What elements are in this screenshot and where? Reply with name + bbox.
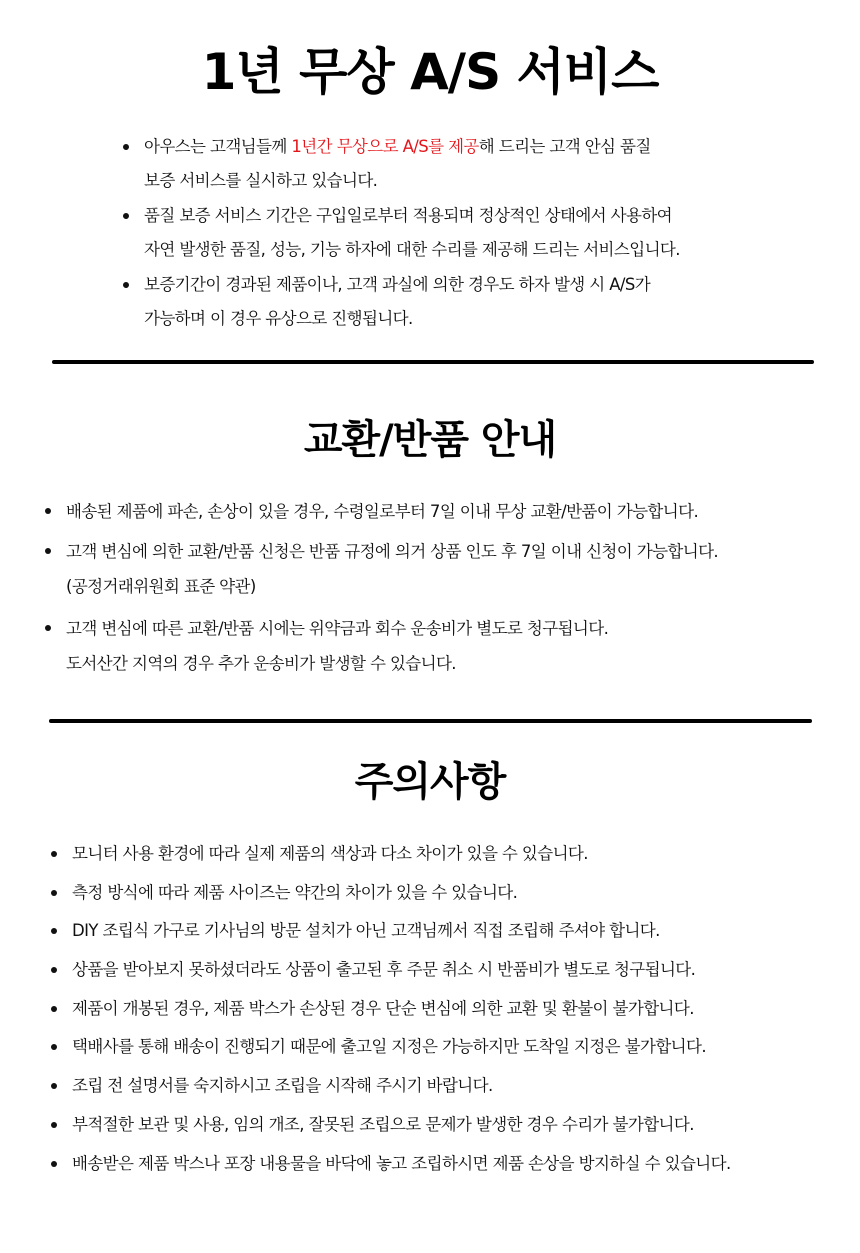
list-item-line: 보증기간이 경과된 제품이나, 고객 과실에 의한 경우도 하자 발생 시 A/S가 [144, 275, 651, 294]
list-item [144, 130, 680, 198]
list-item-line: 보증 서비스를 실시하고 있습니다. [144, 171, 378, 190]
list-item: 측정 방식에 따라 제품 사이즈는 약간의 차이가 있을 수 있습니다. [72, 874, 731, 913]
list-item: 모니터 사용 환경에 따라 실제 제품의 색상과 다소 차이가 있을 수 있습니다. [72, 835, 731, 874]
list-item-line: 고객 변심에 의한 교환/반품 신청은 반품 규정에 의거 상품 인도 후 7일 이내 신청이 가능합니다. [66, 542, 719, 561]
list-item-line: 도서산간 지역의 경우 추가 운송비가 발생할 수 있습니다. [66, 654, 456, 673]
list-item-line: 자연 발생한 품질, 성능, 기능 하자에 대한 수리를 제공해 드리는 서비스입니다. [144, 240, 680, 259]
highlight-text: 1년간 무상으로 A/S를 제공 [291, 137, 479, 156]
list-item: 상품을 받아보지 못하셨더라도 상품이 출고된 후 주문 취소 시 반품비가 별도로 청구됩니다. [72, 951, 731, 990]
list-item [144, 199, 680, 267]
list-item: 배송받은 제품 박스나 포장 내용물을 바닥에 놓고 조립하시면 제품 손상을 방지하실 수 있습니다. [72, 1145, 731, 1184]
list-item-line: 고객 변심에 따른 교환/반품 시에는 위약금과 회수 운송비가 별도로 청구됩니다. [66, 619, 609, 638]
as-service-list [144, 130, 680, 336]
list-item-line: 품질 보증 서비스 기간은 구입일로부터 적용되며 정상적인 상태에서 사용하여 [144, 206, 673, 225]
list-item [66, 534, 718, 611]
section-divider [49, 719, 812, 723]
exchange-title: 교환/반품 안내 [303, 417, 557, 463]
list-item-text: 아우스는 고객님들께 [144, 137, 292, 156]
list-item-line [144, 130, 680, 164]
list-item: 제품이 개봉된 경우, 제품 박스가 손상된 경우 단순 변심에 의한 교환 및 환불이 불가합니다. [72, 990, 731, 1029]
list-item: 조립 전 설명서를 숙지하시고 조립을 시작해 주시기 바랍니다. [72, 1067, 731, 1106]
list-item-line: 배송된 제품에 파손, 손상이 있을 경우, 수령일로부터 7일 이내 무상 교환/반품이 가능합니다. [66, 502, 699, 521]
list-item-line: 가능하며 이 경우 유상으로 진행됩니다. [144, 309, 413, 328]
section-divider [52, 360, 814, 364]
list-item [66, 611, 718, 681]
list-item-line: (공정거래위원회 표준 약관) [66, 577, 256, 596]
list-item: DIY 조립식 가구로 기사님의 방문 설치가 아닌 고객님께서 직접 조립해 주셔야 합니다. [72, 912, 731, 951]
cautions-list [72, 835, 731, 1183]
list-item [66, 494, 718, 534]
list-item: 부적절한 보관 및 사용, 임의 개조, 잘못된 조립으로 문제가 발생한 경우 수리가 불가합니다. [72, 1106, 731, 1145]
as-service-title: 1년 무상 A/S 서비스 [201, 43, 659, 101]
list-item [144, 268, 680, 336]
cautions-title: 주의사항 [354, 759, 506, 805]
exchange-list [66, 494, 718, 681]
list-item: 택배사를 통해 배송이 진행되기 때문에 출고일 지정은 가능하지만 도착일 지정은 불가합니다. [72, 1028, 731, 1067]
list-item-text: 해 드리는 고객 안심 품질 [478, 137, 651, 156]
